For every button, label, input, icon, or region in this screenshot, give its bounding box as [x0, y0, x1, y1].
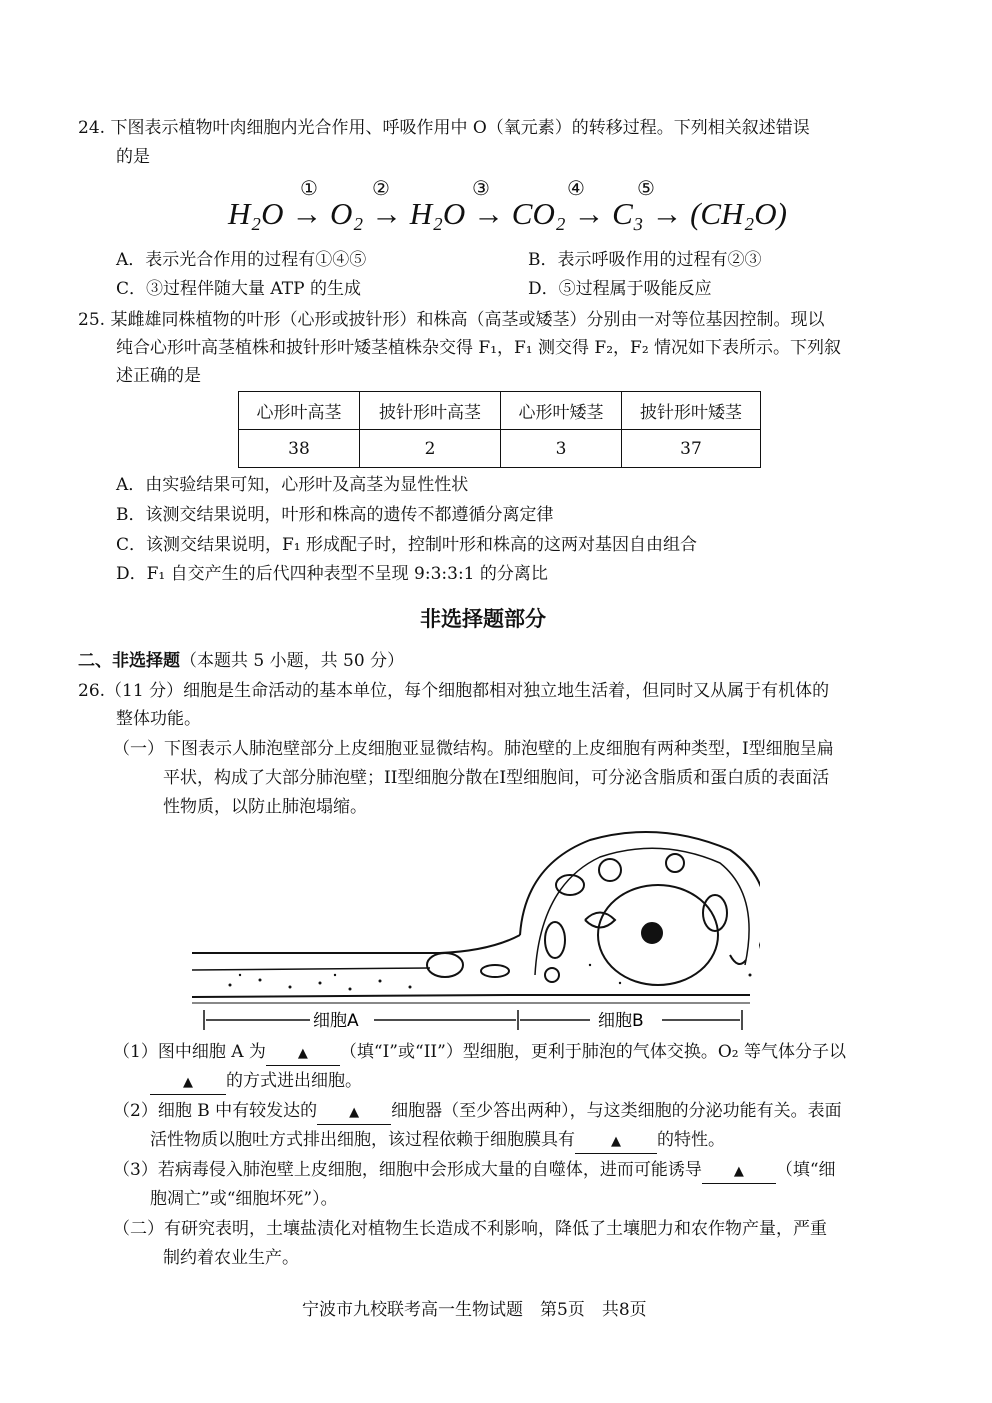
- q25-option-c: C．该测交结果说明，F₁ 形成配子时，控制叶形和株高的这两对基因自由组合: [116, 535, 698, 555]
- q24-option-c: C．③过程伴随大量 ATP 的生成: [116, 279, 361, 299]
- q26-sub1-line1: （一）下图表示人肺泡壁部分上皮细胞亚显微结构。肺泡壁的上皮细胞有两种类型，I型细胞呈扁: [113, 739, 834, 759]
- q25-option-a: A．由实验结果可知，心形叶及高茎为显性性状: [116, 475, 469, 495]
- q26-part2-text: （2）细胞 B 中有较发达的: [113, 1101, 318, 1121]
- label-cell-a: 细胞A: [313, 1011, 359, 1031]
- answer-blank[interactable]: [266, 1041, 340, 1066]
- q26-part1-text: 的方式进出细胞。: [226, 1071, 362, 1091]
- q26-part3-text: （3）若病毒侵入肺泡壁上皮细胞，细胞中会形成大量的自噬体，进而可能诱导: [113, 1160, 702, 1180]
- page-footer: 宁波市九校联考高一生物试题 第5页 共8页: [302, 1300, 647, 1320]
- q26-part3-line1: [113, 1159, 836, 1184]
- label-cell-b: 细胞B: [598, 1011, 644, 1031]
- q26-sub1-line2: 平状，构成了大部分肺泡壁；II型细胞分散在I型细胞间，可分泌含脂质和蛋白质的表面活: [163, 768, 830, 788]
- blank-marker: ▲: [611, 1134, 621, 1149]
- alveolar-epithelium-diagram: [190, 825, 760, 1035]
- section-title: 非选择题部分: [420, 607, 546, 631]
- step-3: ③: [472, 176, 490, 200]
- answer-blank[interactable]: [575, 1129, 657, 1154]
- table-row: [239, 430, 761, 468]
- q24-option-b: B．表示呼吸作用的过程有②③: [528, 250, 762, 270]
- table-cell: 2: [360, 430, 501, 468]
- nucleolus: [642, 923, 662, 943]
- q24-option-d: D．⑤过程属于吸能反应: [528, 279, 712, 299]
- testcross-results-table: [238, 391, 761, 468]
- blank-marker: ▲: [297, 1046, 308, 1061]
- step-2: ②: [372, 176, 390, 200]
- step-5: ⑤: [637, 176, 655, 200]
- table-cell: 38: [239, 430, 360, 468]
- answer-blank[interactable]: [150, 1070, 226, 1095]
- q26-part1-line1: [113, 1041, 846, 1066]
- q24-stem-line1: 24. 下图表示植物叶肉细胞内光合作用、呼吸作用中 O（氧元素）的转移过程。下列相关叙述错误: [78, 118, 810, 138]
- part2-note: （本题共 5 小题，共 50 分）: [180, 651, 405, 671]
- part2-heading: [78, 650, 404, 672]
- q25-stem-line3: 述正确的是: [116, 366, 201, 386]
- answer-blank[interactable]: [317, 1100, 391, 1125]
- blank-marker: ▲: [183, 1075, 193, 1090]
- q26-part3-text: （填“细: [775, 1160, 836, 1180]
- oxygen-transfer-formula: H₂O → O₂ → H₂O → CO₂ → C₃ → (CH₂O): [228, 196, 787, 231]
- table-cell: 3: [501, 430, 622, 468]
- q26-part1-line2: [150, 1070, 362, 1095]
- blank-marker: ▲: [733, 1164, 744, 1179]
- table-cell: 37: [622, 430, 761, 468]
- answer-blank[interactable]: [702, 1159, 776, 1184]
- basement-membrane: [192, 995, 750, 997]
- q26-sub1-line3: 性物质，以防止肺泡塌缩。: [163, 797, 367, 817]
- q26-sub2-line2: 制约着农业生产。: [163, 1248, 299, 1268]
- q25-option-d: D．F₁ 自交产生的后代四种表型不呈现 9:3:3:1 的分离比: [116, 564, 548, 584]
- q26-part2-text: 的特性。: [657, 1130, 725, 1150]
- q26-part2-line2: [150, 1129, 725, 1154]
- q26-part3-line2: 胞凋亡”或“细胞坏死”）。: [150, 1189, 338, 1209]
- q26-part2-line1: [113, 1100, 842, 1125]
- cell-b-outer-membrane: [520, 832, 760, 965]
- q24-stem-line2: 的是: [116, 147, 150, 167]
- table-header-cell: 披针形叶矮茎: [622, 392, 761, 430]
- table-header-cell: 披针形叶高茎: [360, 392, 501, 430]
- step-1: ①: [300, 176, 318, 200]
- q26-part1-text: （填“I”或“II”）型细胞，更利于肺泡的气体交换。O₂ 等气体分子以: [339, 1042, 846, 1062]
- step-4: ④: [567, 176, 585, 200]
- q26-stem-line1: 26.（11 分）细胞是生命活动的基本单位，每个细胞都相对独立地生活着，但同时又从属于有机体的: [78, 681, 830, 701]
- q26-sub2-line1: （二）有研究表明，土壤盐渍化对植物生长造成不利影响，降低了土壤肥力和农作物产量，严重: [113, 1219, 827, 1239]
- q25-stem-line2: 纯合心形叶高茎植株和披针形叶矮茎植株杂交得 F₁，F₁ 测交得 F₂，F₂ 情况如下表所示。下列叙: [116, 338, 842, 358]
- table-header-cell: 心形叶矮茎: [501, 392, 622, 430]
- q25-stem-line1: 25. 某雌雄同株植物的叶形（心形或披针形）和株高（高茎或矮茎）分别由一对等位基因控制。现以: [78, 310, 825, 330]
- table-header-row: [239, 392, 761, 430]
- cell-a-top-membrane: [192, 935, 520, 953]
- table-header-cell: 心形叶高茎: [239, 392, 360, 430]
- q26-part2-text: 活性物质以胞吐方式排出细胞，该过程依赖于细胞膜具有: [150, 1130, 575, 1150]
- q25-option-b: B．该测交结果说明，叶形和株高的遗传不都遵循分离定律: [116, 505, 554, 525]
- q26-stem-line2: 整体功能。: [116, 709, 201, 729]
- q26-part1-text: （1）图中细胞 A 为: [113, 1042, 266, 1062]
- q26-part2-text: 细胞器（至少答出两种），与这类细胞的分泌功能有关。表面: [391, 1101, 842, 1121]
- blank-marker: ▲: [349, 1105, 360, 1120]
- part2-title: 二、非选择题: [78, 651, 180, 671]
- q24-option-a: A．表示光合作用的过程有①④⑤: [116, 250, 367, 270]
